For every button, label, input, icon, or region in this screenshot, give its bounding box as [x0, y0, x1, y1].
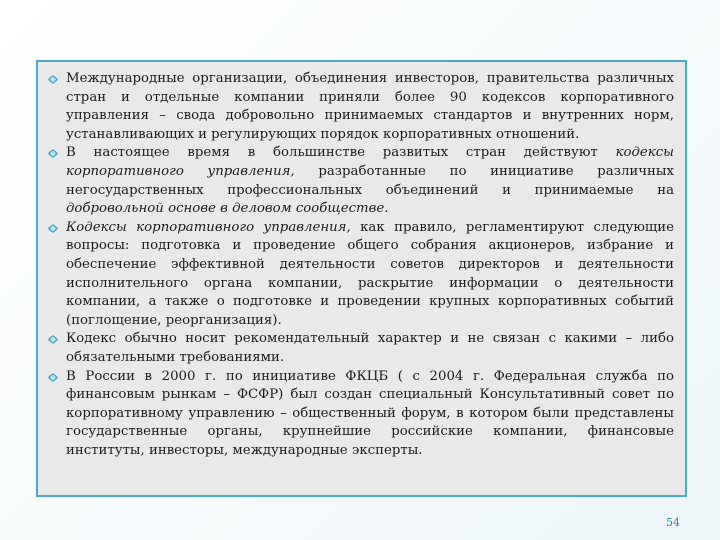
page-number: 54 — [666, 516, 680, 529]
bullet-icon — [48, 224, 58, 233]
bullet-icon — [48, 149, 58, 158]
bullet-item-3 — [48, 219, 674, 331]
bullet-item-5 — [48, 368, 674, 461]
bullet-list — [48, 70, 674, 460]
bullet-item-4 — [48, 330, 674, 367]
bullet-text-italic: Кодексы корпоративного управления, — [66, 219, 351, 235]
bullet-text: В настоящее время в большинстве развитых стран действуют — [66, 145, 616, 161]
bullet-text: как правило, регламентируют следующие вопросы: подготовка и проведение общего собрания акционеров, избрание и обеспечение эффективной деятельности советов директоров и деятельности исполнительного органа компании, раскрытие информации о деятельности компании, а также о подготовке и проведении крупных корпоративных событий (поглощение, реорганизация). — [66, 219, 675, 328]
bullet-text: Международные организации, объединения инвесторов, правительства различных стран и отдельные компании приняли более 90 кодексов корпоративного управления – свода добровольно принимаемых стандартов и внутренних норм, устанавливающих и регулирующих порядок корпоративных отношений. — [66, 71, 674, 142]
bullet-text: Кодекс обычно носит рекомендательный характер и не связан с какими – либо обязательными требованиями. — [66, 331, 674, 365]
bullet-item-1 — [48, 70, 674, 144]
bullet-icon — [48, 335, 58, 344]
bullet-item-2 — [48, 144, 674, 218]
bullet-text-italic: добровольной основе в деловом сообществе. — [66, 201, 389, 217]
slide-content — [48, 70, 674, 460]
bullet-icon — [48, 75, 58, 84]
bullet-text: В России в 2000 г. по инициативе ФКЦБ ( с 2004 г. Федеральная служба по финансовым рынкам – ФСФР) был создан специальный Консультативный совет по корпоративному управлению – общественный форум, в котором были представлены государственные органы, крупнейшие российские компании, финансовые институты, инвесторы, международные эксперты. — [66, 368, 674, 458]
bullet-text: разработанные по инициативе различных негосударственных профессиональных объединений и принимаемые на — [66, 163, 674, 198]
bullet-icon — [48, 373, 58, 382]
bullet-text-italic: кодексы корпоративного управления, — [66, 145, 674, 179]
